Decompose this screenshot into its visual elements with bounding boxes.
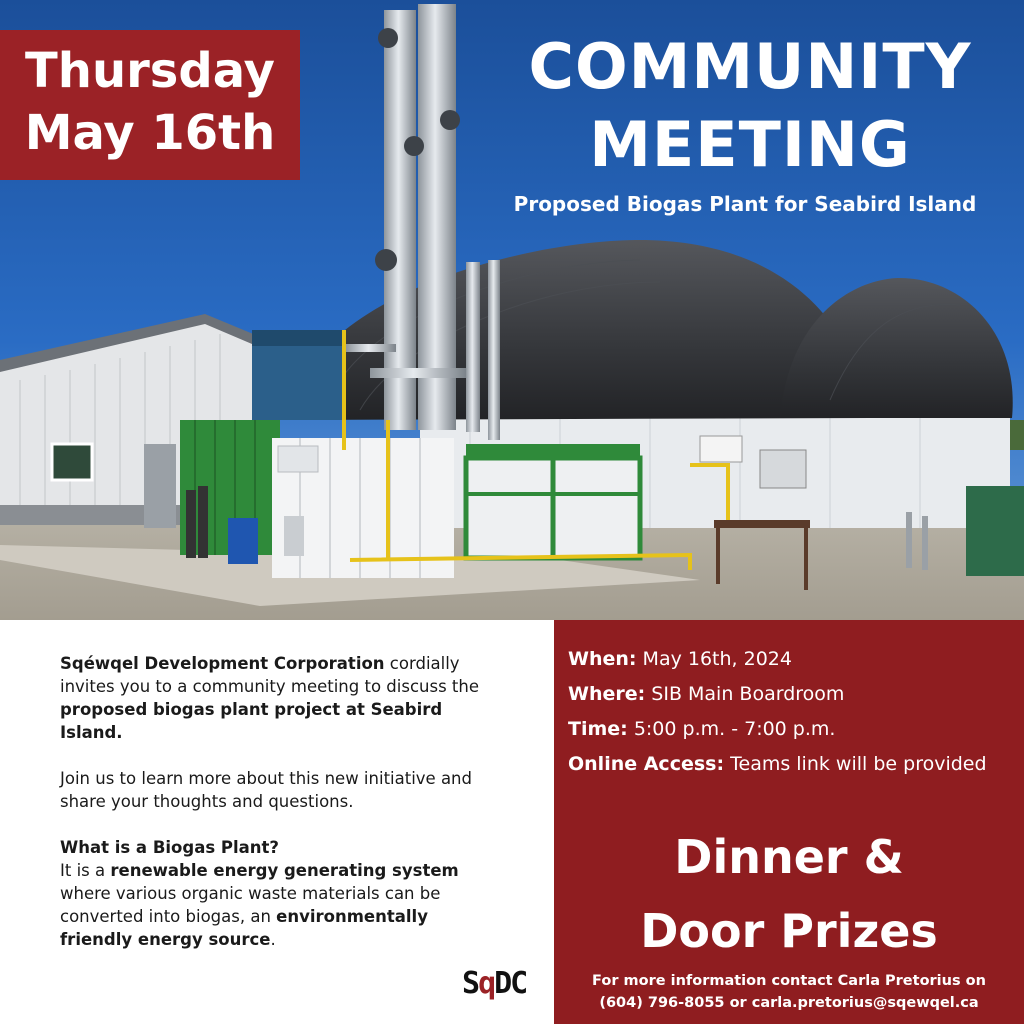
detail-value: SIB Main Boardroom xyxy=(651,683,845,705)
event-details-panel xyxy=(554,620,1024,1024)
faq-answer-bold-2: environmentally friendly energy source xyxy=(60,907,428,949)
join-paragraph: Join us to learn more about this new initiative and share your thoughts and questions. xyxy=(60,769,472,811)
detail-label: Where: xyxy=(568,683,646,705)
invitation-paragraph xyxy=(60,652,500,744)
logo-s: S xyxy=(462,966,479,1001)
promo-heading xyxy=(554,820,1024,968)
detail-label: Online Access: xyxy=(568,753,725,775)
faq-paragraph xyxy=(60,836,500,951)
faq-answer-mid: where various organic waste materials can be converted into biogas, an xyxy=(60,884,441,926)
sqdc-logo xyxy=(462,966,538,1016)
title-line-1: COMMUNITY xyxy=(528,30,972,103)
faq-answer-start: It is a xyxy=(60,861,111,880)
date-banner xyxy=(0,30,300,180)
contact-info xyxy=(554,970,1024,1014)
logo-dc: DC xyxy=(494,966,527,1001)
date-weekday: Thursday xyxy=(25,43,275,99)
logo-q: q xyxy=(478,966,495,1001)
faq-answer-end: . xyxy=(270,930,276,949)
description-column xyxy=(60,652,500,974)
date-day: May 16th xyxy=(24,105,276,161)
page-subtitle: Proposed Biogas Plant for Seabird Island xyxy=(513,192,977,216)
contact-line-2: (604) 796-8055 or carla.pretorius@sqewqel.ca xyxy=(599,995,979,1011)
detail-value: May 16th, 2024 xyxy=(642,648,792,670)
faq-question: What is a Biogas Plant? xyxy=(60,838,279,857)
organization-name: Sqéwqel Development Corporation xyxy=(60,654,385,673)
detail-label: Time: xyxy=(568,718,628,740)
detail-time xyxy=(568,712,1008,747)
title-line-2: MEETING xyxy=(589,108,911,181)
promo-line-2: Door Prizes xyxy=(640,904,938,958)
page-title xyxy=(500,28,1000,184)
detail-when xyxy=(568,642,1008,677)
event-details xyxy=(568,642,1008,782)
detail-label: When: xyxy=(568,648,637,670)
faq-answer-bold-1: renewable energy generating system xyxy=(110,861,459,880)
detail-online-access xyxy=(568,747,1008,782)
detail-value: Teams link will be provided xyxy=(730,753,987,775)
invitation-text: cordially invites you to a community meeting to discuss the xyxy=(60,654,479,696)
contact-line-1: For more information contact Carla Pretorius on xyxy=(592,973,986,989)
detail-where xyxy=(568,677,1008,712)
project-name: proposed biogas plant project at Seabird Island. xyxy=(60,700,443,742)
detail-value: 5:00 p.m. - 7:00 p.m. xyxy=(633,718,836,740)
promo-line-1: Dinner & xyxy=(674,830,904,884)
